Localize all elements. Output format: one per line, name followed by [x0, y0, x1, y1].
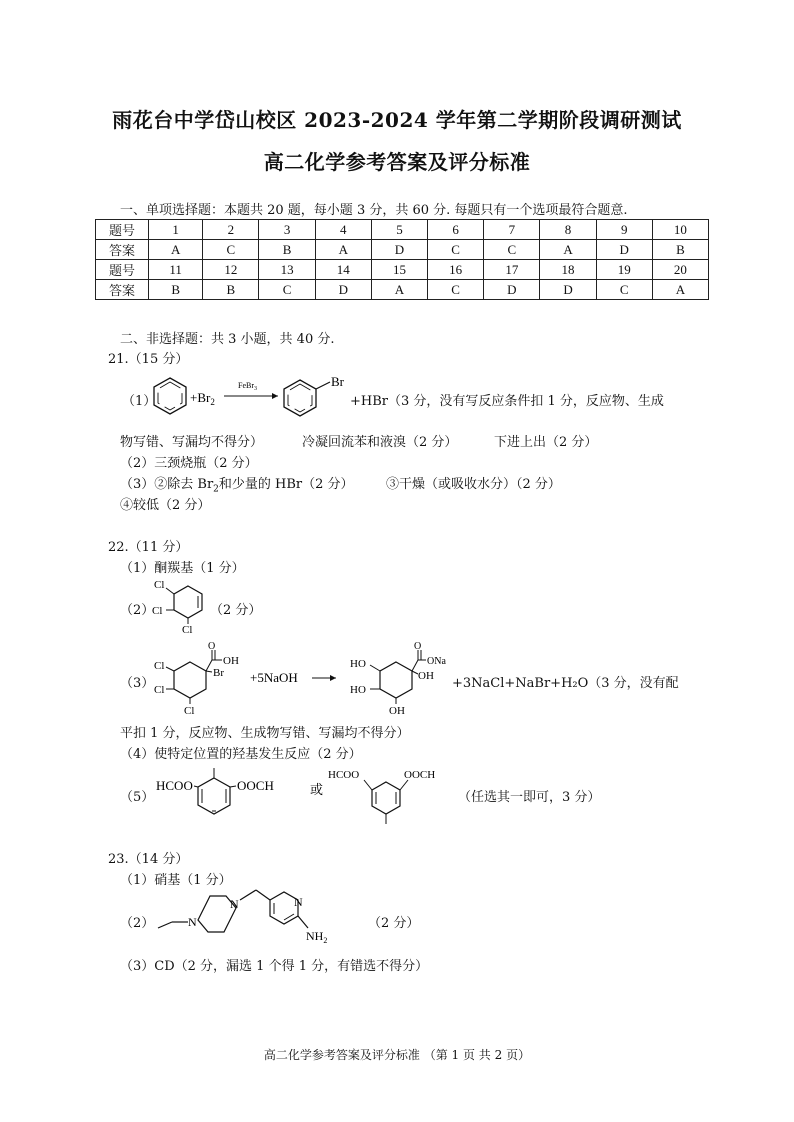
table-cell: D — [596, 240, 652, 260]
q22-p5-score: （任选其一即可，3 分） — [458, 790, 601, 805]
table-cell: C — [484, 240, 540, 260]
row-label: 答案 — [96, 280, 149, 300]
q22-p2-num: （2） — [120, 603, 155, 618]
n-label: N — [188, 915, 197, 929]
table-cell: 7 — [484, 220, 540, 240]
o-label: O — [414, 641, 422, 652]
arrow-head — [330, 675, 336, 681]
table-cell: A — [149, 240, 203, 260]
q21-p1-tail: +HBr（3 分，没有写反应条件扣 1 分，反应物、生成 — [350, 394, 664, 409]
table-cell: 6 — [428, 220, 484, 240]
q22-p1: （1）酮羰基（1 分） — [120, 561, 245, 576]
cl-label: Cl — [184, 705, 195, 717]
oh-label: OH — [418, 670, 434, 682]
cl-label: Cl — [154, 579, 165, 591]
ona-label: ONa — [427, 656, 446, 667]
table-cell: 1 — [149, 220, 203, 240]
q23-p1: （1）硝基（1 分） — [120, 873, 232, 888]
hcoo-label: HCOO — [156, 778, 193, 793]
reactant-ring — [174, 662, 206, 698]
table-cell: D — [315, 280, 371, 300]
table-cell: 11 — [149, 260, 203, 280]
q22-p5-num: （5） — [120, 790, 155, 805]
nh2-label: $NH_2$ — [306, 929, 328, 945]
table-cell: C — [428, 240, 484, 260]
table-cell: C — [596, 280, 652, 300]
q22-p3-tail: +3NaCl+NaBr+H₂O（3 分，没有配 — [452, 676, 679, 691]
piperazine-pyridine-structure — [152, 886, 362, 946]
table-cell: B — [259, 240, 315, 260]
q22-p2-score: （2 分） — [210, 603, 262, 618]
answer-table — [95, 219, 709, 300]
table-cell: 19 — [596, 260, 652, 280]
table-cell: D — [484, 280, 540, 300]
table-row — [96, 240, 709, 260]
br-substituent: Br — [331, 374, 344, 389]
q22-p3-num: （3） — [120, 676, 155, 691]
table-cell: 10 — [652, 220, 708, 240]
benzene-ring — [154, 378, 186, 414]
hydrolysis-equation — [150, 640, 470, 718]
oh-label: OH — [223, 655, 239, 667]
row-label: 题号 — [96, 260, 149, 280]
table-cell: B — [149, 280, 203, 300]
ooch-label: OOCH — [237, 778, 274, 793]
product-ring — [380, 662, 412, 698]
table-cell: 20 — [652, 260, 708, 280]
table-cell: 9 — [596, 220, 652, 240]
isomer1-ring — [198, 778, 230, 814]
q23-p2-num: （2） — [120, 916, 155, 931]
o-label: O — [208, 641, 216, 652]
table-cell: 12 — [203, 260, 259, 280]
table-cell: 3 — [259, 220, 315, 240]
table-cell: 18 — [540, 260, 596, 280]
table-row — [96, 280, 709, 300]
q23-header: 23.（14 分） — [108, 852, 189, 867]
table-cell: A — [315, 240, 371, 260]
cl-label: Cl — [152, 605, 163, 617]
page-footer: 高二化学参考答案及评分标准 （第 1 页 共 2 页） — [263, 1048, 531, 1062]
table-cell: C — [428, 280, 484, 300]
page-title: 雨花台中学岱山校区 2023-2024 学年第二学期阶段调研测试 — [112, 108, 682, 132]
section2-heading: 二、非选择题：共 3 小题，共 40 分. — [120, 332, 335, 347]
benzene-bromination-equation — [148, 372, 354, 424]
table-cell: 16 — [428, 260, 484, 280]
table-cell: 17 — [484, 260, 540, 280]
q21-p3-b: ③干燥（或吸收水分）（2 分） — [386, 477, 561, 492]
cl-label: Cl — [154, 660, 165, 672]
q21-p1-cont: 物写错、写漏均不得分） — [120, 435, 264, 450]
table-row — [96, 220, 709, 240]
hcoo-label: HCOO — [328, 769, 360, 781]
q21-p1-b: 冷凝回流苯和液溴（2 分） — [302, 435, 458, 450]
table-cell: 14 — [315, 260, 371, 280]
section1-heading: 一、单项选择题：本题共 20 题，每小题 3 分，共 60 分. 每题只有一个选项最符合题意. — [120, 203, 628, 218]
q21-p3-a: （3）②除去 $Br_2$和少量的 HBr（2 分） — [120, 477, 354, 495]
table-cell: C — [203, 240, 259, 260]
ooch-label: OOCH — [404, 769, 436, 781]
q23-p3: （3）CD（2 分，漏选 1 个得 1 分，有错选不得分） — [120, 959, 429, 974]
n-label: N — [230, 897, 239, 911]
arrow-head — [272, 393, 278, 399]
page-subtitle: 高二化学参考答案及评分标准 — [263, 150, 531, 174]
bromobenzene-inner-bonds — [288, 384, 312, 412]
trichlorocyclohexene-structure — [150, 576, 210, 634]
table-cell: B — [652, 240, 708, 260]
table-cell: D — [540, 280, 596, 300]
ho-label: HO — [350, 658, 366, 670]
catalyst-label: FeBr$_3$ — [238, 381, 257, 392]
q23-p2-score: （2 分） — [368, 916, 420, 931]
or-label: 或 — [310, 782, 324, 797]
q22-p3-cont: 平扣 1 分，反应物、生成物写错、写漏均不得分） — [120, 726, 410, 741]
table-cell: B — [203, 280, 259, 300]
table-cell: 4 — [315, 220, 371, 240]
oh-label: OH — [389, 705, 405, 717]
q21-p1-c: 下进上出（2 分） — [494, 435, 598, 450]
table-cell: A — [540, 240, 596, 260]
table-cell: A — [371, 280, 427, 300]
q21-p2: （2）三颈烧瓶（2 分） — [120, 456, 258, 471]
q21-p4: ④较低（2 分） — [120, 498, 211, 513]
q21-header: 21.（15 分） — [108, 352, 189, 367]
q21-p1-num: （1） — [122, 394, 157, 409]
table-cell: A — [652, 280, 708, 300]
isomer-structures — [152, 764, 452, 826]
n-label: N — [294, 895, 303, 909]
cl-label: Cl — [154, 684, 165, 696]
cl-label: Cl — [182, 624, 193, 634]
table-cell: C — [259, 280, 315, 300]
row-label: 答案 — [96, 240, 149, 260]
bromobenzene-ring — [284, 380, 316, 416]
plus-br2: $+Br_2$ — [190, 390, 215, 407]
q22-header: 22.（11 分） — [108, 540, 189, 555]
table-cell: 8 — [540, 220, 596, 240]
q22-p4: （4）使特定位置的羟基发生反应（2 分） — [120, 747, 362, 762]
table-cell: 15 — [371, 260, 427, 280]
table-cell: D — [371, 240, 427, 260]
row-label: 题号 — [96, 220, 149, 240]
table-cell: 2 — [203, 220, 259, 240]
ho-label: HO — [350, 684, 366, 696]
table-cell: 5 — [371, 220, 427, 240]
table-row — [96, 260, 709, 280]
br-label: Br — [213, 667, 224, 679]
benzene-inner-bonds — [158, 382, 182, 410]
table-cell: 13 — [259, 260, 315, 280]
plus-naoh: +5NaOH — [250, 670, 298, 685]
